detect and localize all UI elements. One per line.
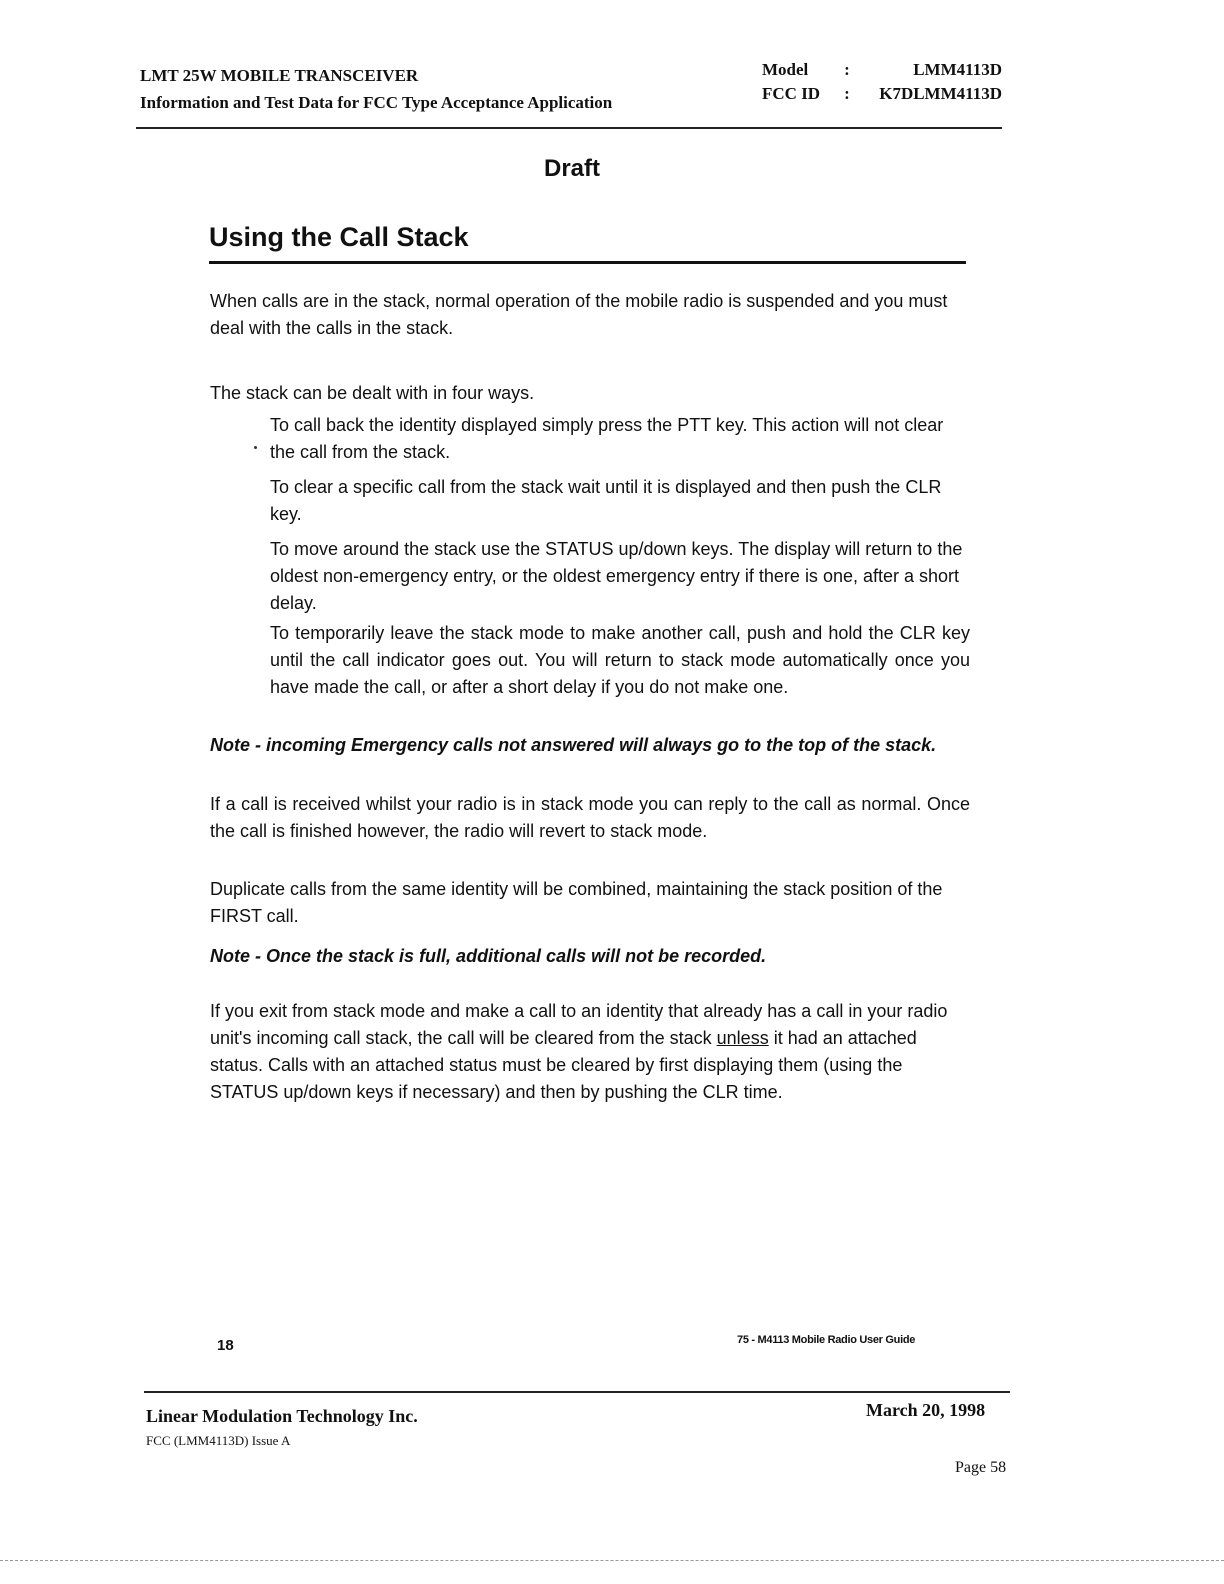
way-leave: To temporarily leave the stack mode to make another call, push and hold the CLR key until the call indicator goes out. You will return to stack mode automatically once you have made the call, or after a short delay if you do not make one.	[270, 623, 970, 697]
footer-company: Linear Modulation Technology Inc.	[146, 1406, 418, 1426]
received-paragraph: If a call is received whilst your radio is in stack mode you can reply to the call as normal. Once the call is finished however, the radio will revert to stack mode.	[210, 794, 970, 841]
footer-page-number: Page 58	[955, 1459, 1007, 1476]
section-title-underline	[209, 261, 966, 264]
duplicate-paragraph: Duplicate calls from the same identity will be combined, maintaining the stack position of the FIRST call.	[210, 879, 943, 926]
way-move: To move around the stack use the STATUS up/down keys. The display will return to the oldest non-emergency entry, or the oldest emergency entry if there is one, after a short delay.	[270, 539, 963, 613]
document-header-ids	[762, 58, 1002, 106]
header-title-line2: Information and Test Data for FCC Type Acceptance Application	[140, 93, 613, 112]
fccid-value: K7DLMM4113D	[879, 84, 1002, 103]
header-divider	[136, 127, 1002, 129]
exit-paragraph	[210, 998, 970, 1106]
footer-issue: FCC (LMM4113D) Issue A	[146, 1433, 291, 1448]
fccid-separator: :	[844, 84, 850, 103]
fccid-row	[762, 82, 1002, 106]
document-header-title	[140, 62, 612, 116]
draft-label: Draft	[543, 155, 600, 182]
way-callback: To call back the identity displayed simply press the PTT key. This action will not clear the call from the stack.	[270, 415, 944, 462]
model-value: LMM4113D	[913, 60, 1002, 79]
scan-edge-line	[0, 1560, 1224, 1561]
fccid-label: FCC ID	[762, 84, 821, 103]
guide-name: 75 - M4113 Mobile Radio User Guide	[737, 1334, 916, 1346]
note-stack-full: Note - Once the stack is full, additional calls will not be recorded.	[210, 946, 767, 966]
exit-text-unless: unless	[716, 1028, 769, 1048]
footer-divider	[144, 1391, 1010, 1393]
section-title: Using the Call Stack	[209, 222, 469, 252]
guide-page-number: 18	[217, 1337, 234, 1354]
ways-intro: The stack can be dealt with in four ways.	[210, 383, 535, 403]
model-row	[762, 58, 1002, 82]
model-label: Model	[762, 60, 809, 79]
exit-text-start: If you exit from stack mode and make a call to an identity that already has a call in your radio unit's incoming call stack, the call will be cleared from the stack	[210, 1001, 948, 1048]
exit-text-end: it had an attached status. Calls with an attached status must be cleared by first displaying them (using the STATUS up/down keys if necessary) and then by pushing the CLR time.	[210, 1028, 917, 1102]
way-clear: To clear a specific call from the stack wait until it is displayed and then push the CLR key.	[270, 477, 942, 524]
note-emergency: Note - incoming Emergency calls not answered will always go to the top of the stack.	[210, 735, 937, 755]
bullet-mark	[254, 446, 257, 449]
header-title-line1: LMT 25W MOBILE TRANSCEIVER	[140, 66, 419, 85]
intro-paragraph: When calls are in the stack, normal operation of the mobile radio is suspended and you must deal with the calls in the stack.	[210, 291, 948, 338]
model-separator: :	[844, 60, 850, 79]
footer-date: March 20, 1998	[866, 1400, 986, 1420]
